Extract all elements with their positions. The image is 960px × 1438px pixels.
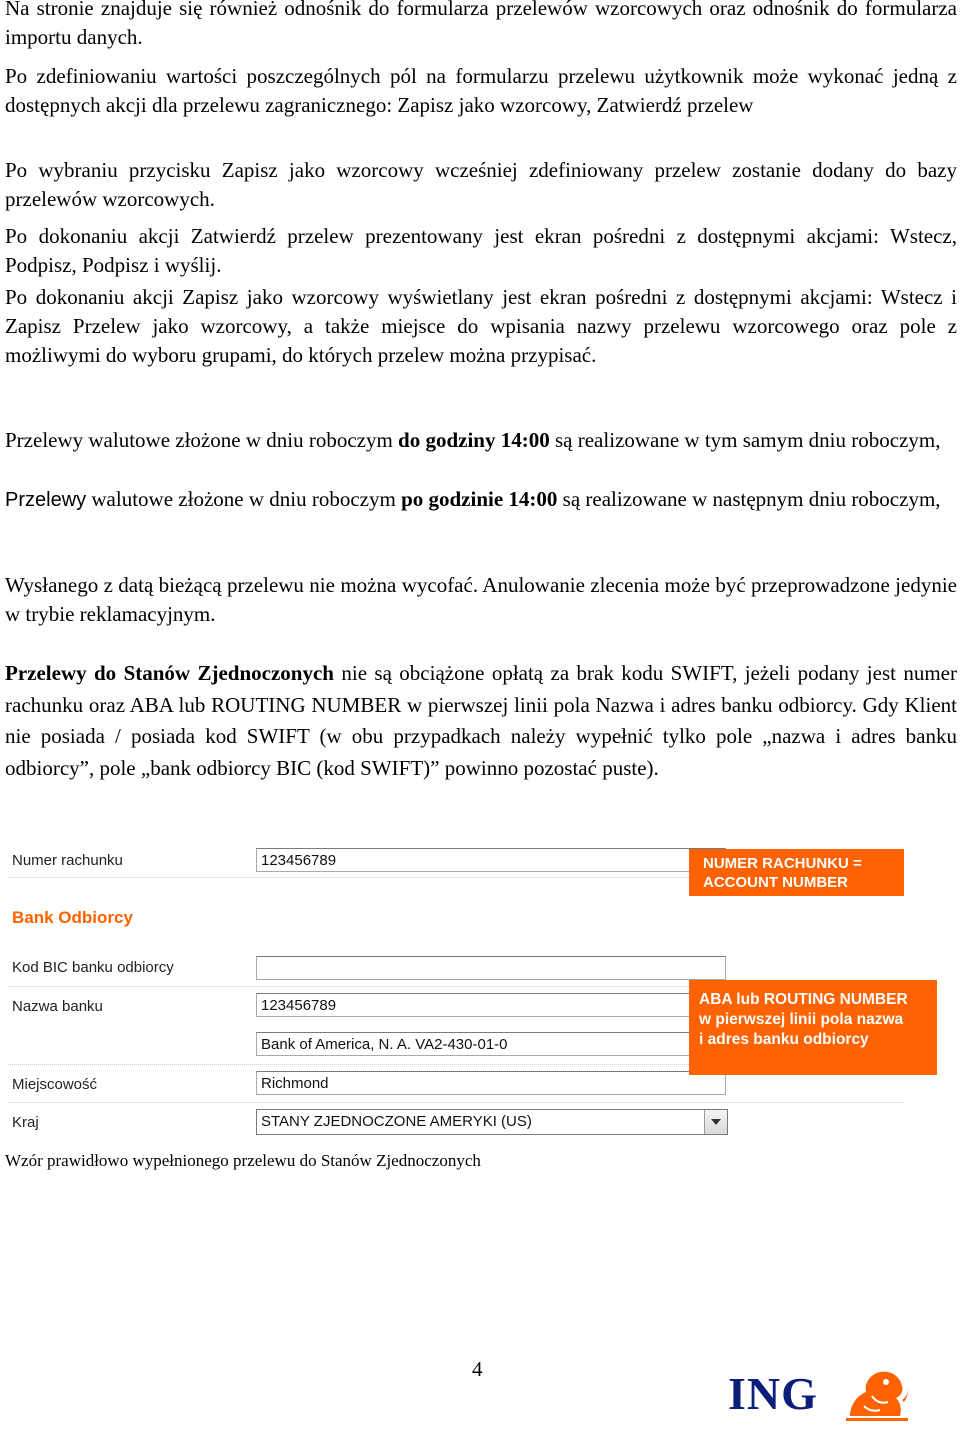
country-label: Kraj [12, 1114, 39, 1131]
city-input[interactable]: Richmond [256, 1071, 726, 1095]
city-label: Miejscowość [12, 1076, 98, 1093]
bic-input[interactable] [256, 956, 726, 980]
callout-line: ABA lub ROUTING NUMBER [699, 991, 908, 1008]
account-number-label: Numer rachunku [12, 852, 123, 869]
aba-routing-callout [689, 980, 937, 1075]
chevron-down-icon[interactable] [704, 1110, 727, 1134]
text: są realizowane w następnym dniu roboczym, [557, 487, 941, 511]
paragraph-approve: Po dokonaniu akcji Zatwierdź przelew prezentowany jest ekran pośredni z dostępnymi akcjami: Wstecz, Podpisz, Podpisz i wyślij. [5, 224, 957, 277]
paragraph-save-intermediate: Po dokonaniu akcji Zapisz jako wzorcowy wyświetlany jest ekran pośredni z dostępnymi akcjami: Wstecz i Zapisz Przelew jako wzorcowy, a także miejsce do wpisania nazwy przelewu wzorcowego oraz pole z możliwymi do wyboru grupami, do których przelew można przypisać. [5, 285, 957, 367]
text: nie są obciążone opłatą za brak kodu SWIFT, jeżeli podany jest numer rachunku oraz ABA lub ROUTING NUMBER w pierwszej linii pola Nazwa i adres banku odbiorcy. Gdy Klient nie posiada / posiada kod SWIFT (w obu przypadkach należy wypełnić tylko pole „nazwa i adres banku odbiorcy”, pole „bank odbiorcy BIC (kod SWIFT)” powinno pozostać puste). [5, 661, 957, 780]
text: są realizowane w tym samym dniu roboczym, [549, 428, 941, 452]
paragraph-save-template: Po wybraniu przycisku Zapisz jako wzorcowy wcześniej zdefiniowany przelew zostanie dodany do bazy przelewów wzorcowych. [5, 158, 957, 211]
text: walutowe złożone w dniu roboczym [86, 487, 402, 511]
page-number: 4 [472, 1357, 483, 1381]
account-number-input[interactable]: 123456789 [256, 848, 726, 872]
paragraph-cancel: Wysłanego z datą bieżącą przelewu nie można wycofać. Anulowanie zlecenia może być przeprowadzone jedynie w trybie reklamacyjnym. [5, 573, 957, 626]
callout-line: i adres banku odbiorcy [699, 1031, 869, 1048]
country-select-value: STANY ZJEDNOCZONE AMERYKI (US) [261, 1113, 532, 1130]
paragraph-usa-transfers [5, 658, 957, 784]
account-number-callout [689, 849, 904, 896]
text-bold: do godziny 14:00 [398, 428, 550, 452]
country-select[interactable] [256, 1109, 728, 1135]
bank-name-label: Nazwa banku [12, 998, 103, 1015]
paragraph-cutoff-after [5, 485, 957, 515]
paragraph-actions: Po zdefiniowaniu wartości poszczególnych pól na formularzu przelewu użytkownik może wykonać jedną z dostępnych akcji dla przelewu zagranicznego: Zapisz jako wzorcowy, Zatwierdź przelew [5, 64, 957, 117]
callout-line: w pierwszej linii pola nazwa [699, 1011, 904, 1028]
divider [8, 1102, 903, 1103]
callout-line: ACCOUNT NUMBER [703, 874, 848, 891]
ing-logo-text: ING [728, 1368, 818, 1419]
bic-label: Kod BIC banku odbiorcy [12, 959, 174, 976]
bank-name-input-line1[interactable]: 123456789 [256, 993, 726, 1017]
callout-line: NUMER RACHUNKU = [703, 855, 862, 872]
text-bold: po godzinie 14:00 [401, 487, 558, 511]
paragraph-links: Na stronie znajduje się również odnośnik do formularza przelewów wzorcowych oraz odnośnik do formularza importu danych. [5, 0, 957, 49]
paragraph-cutoff-before [5, 426, 957, 455]
bank-name-input-line2[interactable]: Bank of America, N. A. VA2-430-01-0 [256, 1032, 726, 1056]
ing-logo [728, 1366, 918, 1422]
text: Przelewy walutowe złożone w dniu roboczym [5, 428, 399, 452]
text: Przelewy [5, 489, 87, 511]
lion-icon [842, 1366, 912, 1422]
recipient-bank-heading: Bank Odbiorcy [12, 908, 133, 927]
figure-caption: Wzór prawidłowo wypełnionego przelewu do Stanów Zjednoczonych [5, 1151, 481, 1170]
text-bold: Przelewy do Stanów Zjednoczonych [5, 661, 334, 685]
